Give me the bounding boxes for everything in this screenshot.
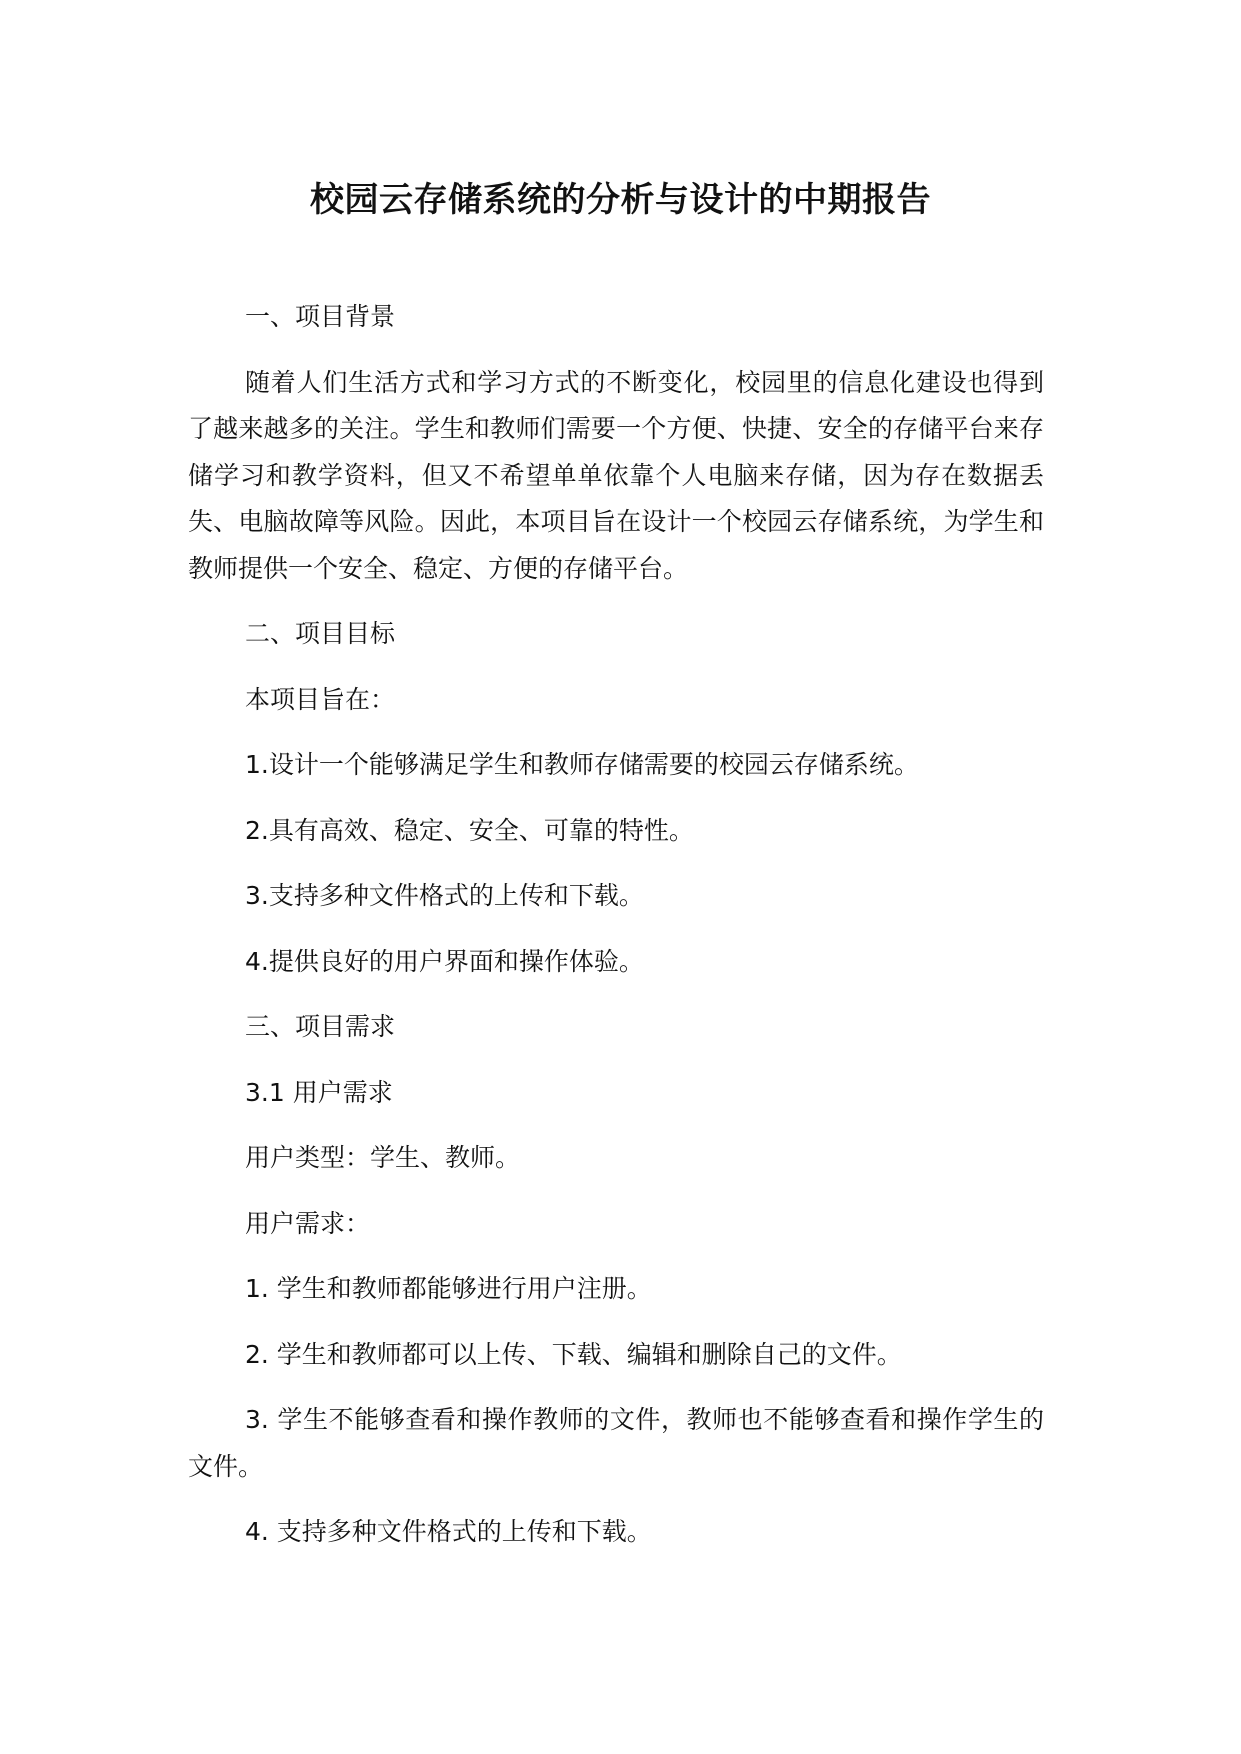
- section-heading-requirements: 三、项目需求: [245, 1012, 396, 1041]
- section-heading-goals: 二、项目目标: [245, 619, 396, 648]
- section-heading-background: 一、项目背景: [245, 302, 396, 331]
- requirement-item-3: 3. 学生不能够查看和操作教师的文件，教师也不能够查看和操作学生的文件。: [188, 1405, 1044, 1481]
- user-requirements-label: 用户需求：: [245, 1208, 371, 1238]
- goal-item-3: 3.支持多种文件格式的上传和下载。: [245, 881, 644, 910]
- goal-item-1: 1.设计一个能够满足学生和教师存储需要的校园云存储系统。: [245, 750, 919, 779]
- subsection-heading-user-requirements: 3.1 用户需求: [245, 1077, 393, 1107]
- user-types: 用户类型：学生、教师。: [245, 1143, 521, 1172]
- goal-item-4: 4.提供良好的用户界面和操作体验。: [245, 946, 644, 976]
- document-title: 校园云存储系统的分析与设计的中期报告: [310, 180, 931, 220]
- requirement-item-4: 4. 支持多种文件格式的上传和下载。: [245, 1517, 652, 1546]
- document-body: [188, 294, 1044, 1575]
- goals-intro: 本项目旨在：: [245, 684, 396, 714]
- background-paragraph: 随着人们生活方式和学习方式的不断变化，校园里的信息化建设也得到了越来越多的关注。学生和教师们需要一个方便、快捷、安全的存储平台来存储学习和教学资料，但又不希望单单依靠个人电脑来存储，因为存在数据丢失、电脑故障等风险。因此，本项目旨在设计一个校园云存储系统，为学生和教师提供一个安全、稳定、方便的存储平台。: [188, 367, 1044, 583]
- requirement-item-1: 1. 学生和教师都能够进行用户注册。: [245, 1274, 652, 1303]
- goal-item-2: 2.具有高效、稳定、安全、可靠的特性。: [245, 815, 694, 845]
- requirement-item-2: 2. 学生和教师都可以上传、下载、编辑和删除自己的文件。: [245, 1339, 902, 1369]
